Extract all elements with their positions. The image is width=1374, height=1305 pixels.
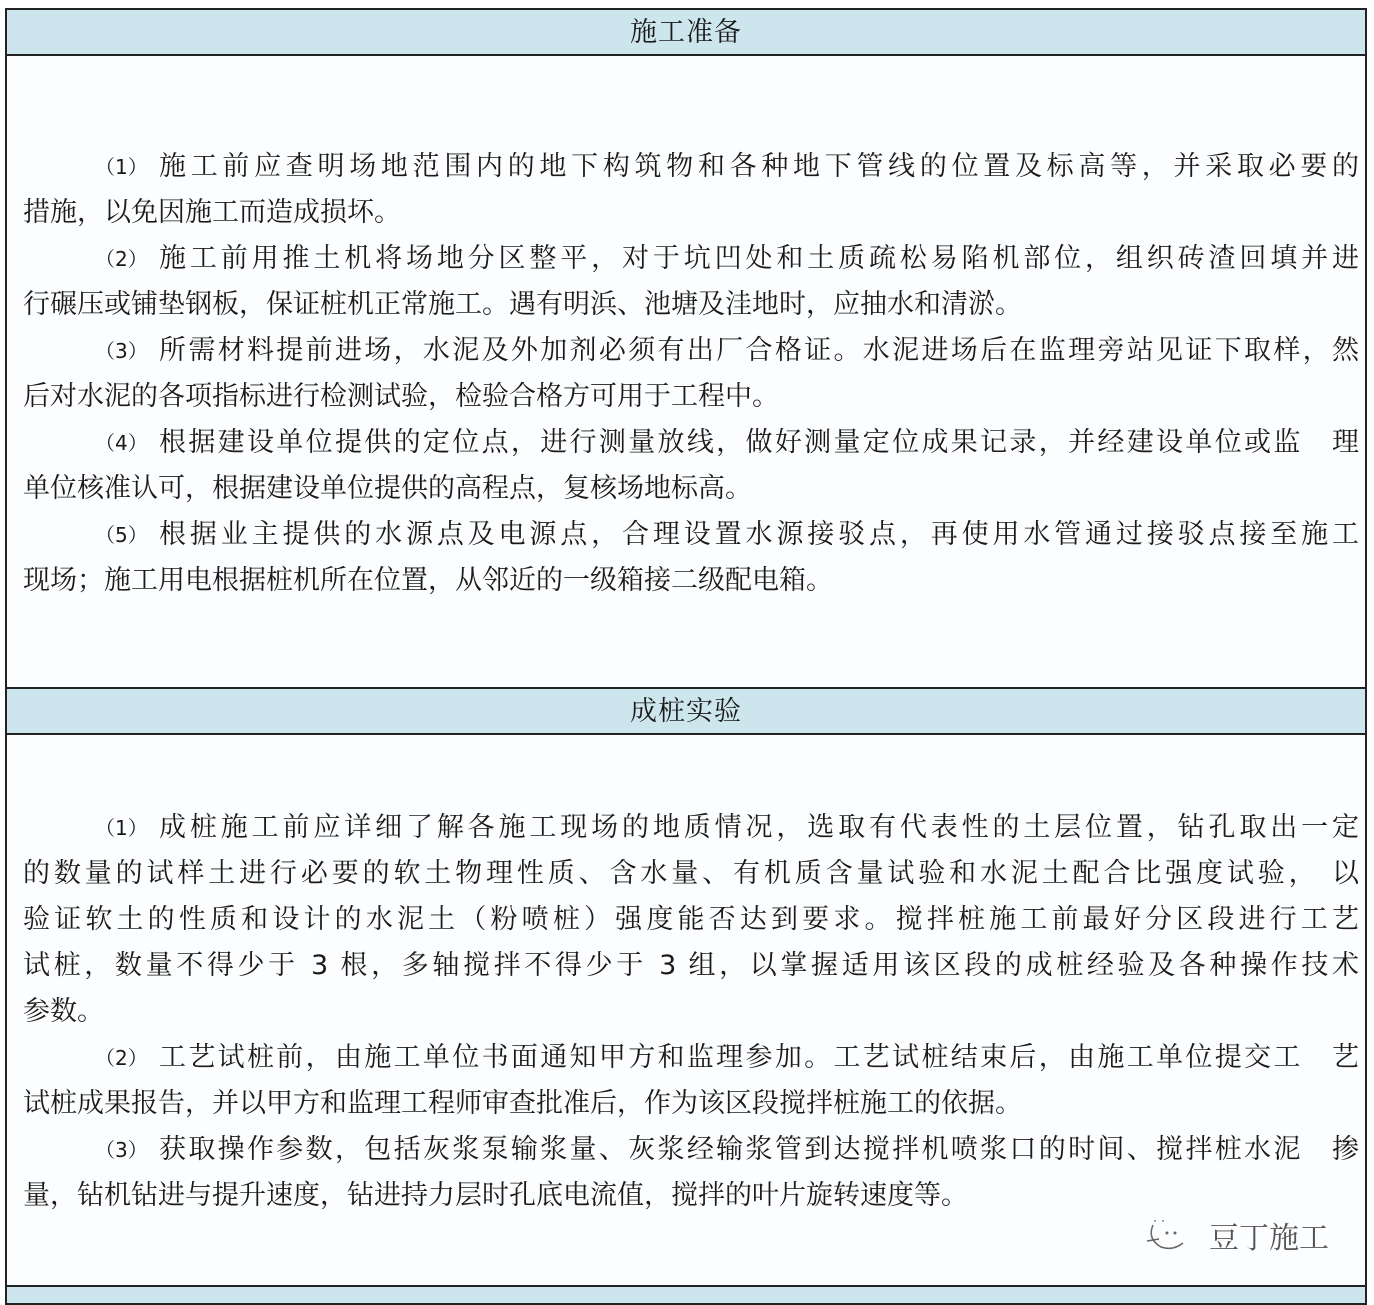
paragraph-line (7, 512, 1365, 558)
paragraph-text: 根据业主提供的水源点及电源点，合理设置水源接驳点，再使用水管通过接驳点接至施工 (159, 519, 1359, 550)
paragraph-text: 获取操作参数，包括灰浆泵输浆量、灰浆经输浆管到达搅拌机喷浆口的时间、搅拌桩水泥 掺 (159, 1134, 1359, 1165)
paragraph-number: （5） (95, 523, 148, 547)
paragraph-line: 后对水泥的各项指标进行检测试验，检验合格方可用于工程中。 (23, 381, 779, 412)
paragraph-line (7, 328, 1365, 374)
paragraph-line: 验证软土的性质和设计的水泥土（粉喷桩）强度能否达到要求。搅拌桩施工前最好分区段进行工艺 (23, 904, 1359, 935)
paragraph-line (7, 805, 1365, 851)
paragraph-number: （3） (95, 1138, 148, 1162)
paragraph-line (7, 144, 1365, 190)
paragraph-line: 参数。 (23, 996, 104, 1027)
paragraph-line: 的数量的试样土进行必要的软土物理性质、含水量、有机质含量试验和水泥土配合比强度试验， 以 (23, 858, 1359, 889)
section-body-pile-test (7, 735, 1365, 1287)
paragraph-number: （1） (95, 816, 148, 840)
paragraph-text: 施工前用推土机将场地分区整平，对于坑凹处和土质疏松易陷机部位，组织砖渣回填并进 (159, 243, 1359, 274)
paragraph-number: （2） (95, 247, 148, 271)
section-header-pile-test: 成桩实验 (7, 689, 1365, 735)
paragraph-line (7, 1127, 1365, 1173)
watermark-logo (1143, 1213, 1329, 1257)
paragraph-text: 成桩施工前应详细了解各施工现场的地质情况，选取有代表性的土层位置，钻孔取出一定 (159, 812, 1359, 843)
paragraph-line: 现场；施工用电根据桩机所在位置，从邻近的一级箱接二级配电箱。 (23, 565, 833, 596)
paragraph-line (7, 420, 1365, 466)
paragraph-line: 单位核准认可，根据建设单位提供的高程点，复核场地标高。 (23, 473, 752, 504)
paragraph-text: 施工前应查明场地范围内的地下构筑物和各种地下管线的位置及标高等，并采取必要的 (159, 151, 1359, 182)
paragraph-line (7, 1035, 1365, 1081)
paragraph-line: 量，钻机钻进与提升速度，钻进持力层时孔底电流值，搅拌的叶片旋转速度等。 (23, 1180, 968, 1211)
paragraph-number: （1） (95, 155, 148, 179)
paragraph-text: 工艺试桩前，由施工单位书面通知甲方和监理参加。工艺试桩结束后，由施工单位提交工 艺 (159, 1042, 1359, 1073)
paragraph-text: 根据建设单位提供的定位点，进行测量放线，做好测量定位成果记录，并经建设单位或监 理 (159, 427, 1359, 458)
paragraph-number: （2） (95, 1046, 148, 1070)
paragraph-line: 试桩成果报告，并以甲方和监理工程师审查批准后，作为该区段搅拌桩施工的依据。 (23, 1088, 1022, 1119)
section-body-preparation (7, 56, 1365, 689)
paragraph-line: 措施，以免因施工而造成损坏。 (23, 197, 401, 228)
paragraph-line: 试桩，数量不得少于 3 根，多轴搅拌不得少于 3 组，以掌握适用该区段的成桩经验及各种操作技术 (23, 950, 1359, 981)
watermark-text: 豆丁施工 (1209, 1221, 1329, 1256)
paragraph-line: 行碾压或铺垫钢板，保证桩机正常施工。遇有明浜、池塘及洼地时，应抽水和清淤。 (23, 289, 1022, 320)
paragraph-number: （4） (95, 431, 148, 455)
paragraph-line (7, 236, 1365, 282)
smiley-logo-icon (1143, 1217, 1195, 1253)
next-section-header (5, 1285, 1367, 1305)
paragraph-number: （3） (95, 339, 148, 363)
document-table (5, 8, 1367, 1287)
section-header-preparation: 施工准备 (7, 10, 1365, 56)
paragraph-text: 所需材料提前进场，水泥及外加剂必须有出厂合格证。水泥进场后在监理旁站见证下取样，然 (159, 335, 1359, 366)
